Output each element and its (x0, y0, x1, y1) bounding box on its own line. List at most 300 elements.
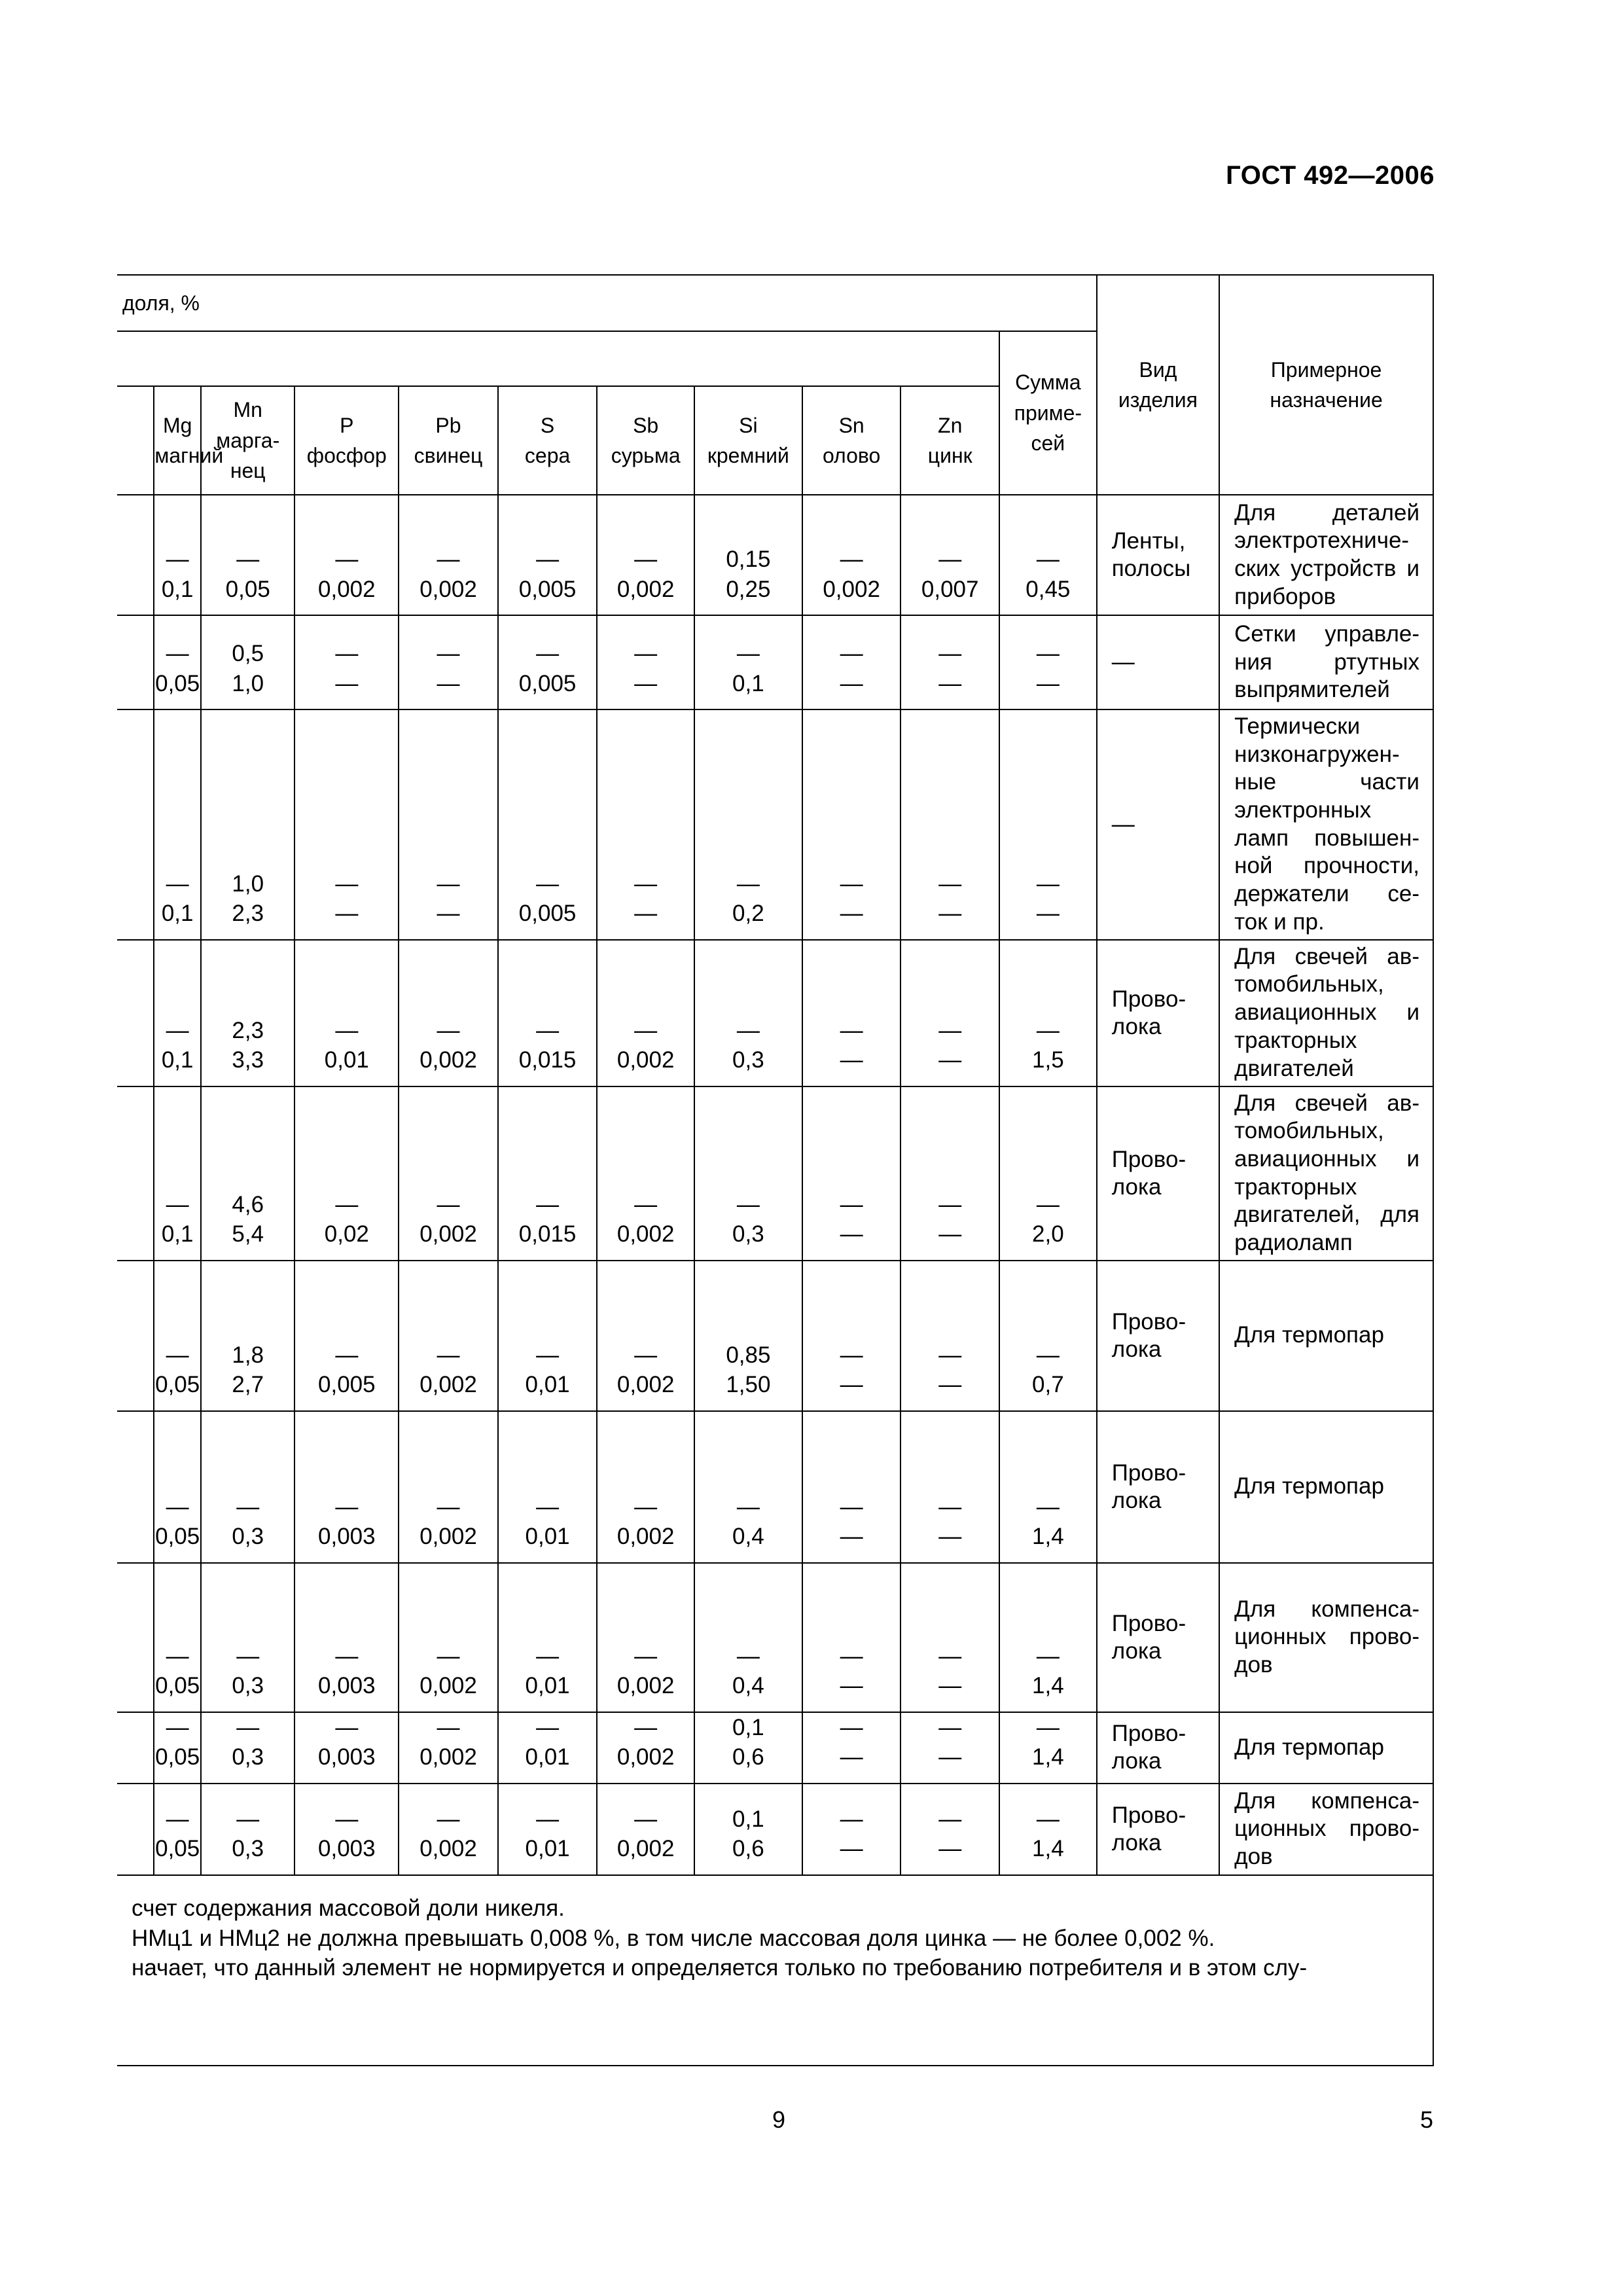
value-max: — (634, 670, 658, 696)
element-name: магний (154, 444, 224, 467)
element-header (201, 386, 294, 495)
element-header (154, 386, 224, 495)
value-cell (294, 940, 399, 1086)
value-min: — (840, 1494, 863, 1520)
value-min: — (236, 1714, 260, 1740)
value-min: — (166, 870, 189, 897)
value-min: — (437, 1494, 460, 1520)
value-cell (399, 1712, 498, 1784)
row-spacer (117, 1784, 154, 1875)
product-kind: Прово-лока (1097, 1784, 1219, 1875)
value-min: — (840, 1191, 863, 1217)
value-max: — (840, 670, 863, 696)
purpose-text: Термически низконагружен-ные части электронных ламп повышен-ной прочности, держатели се-ток и пр. (1219, 709, 1433, 940)
value-cell (498, 1784, 597, 1875)
value-max: — (840, 1836, 863, 1862)
value-max: 0,002 (419, 1673, 477, 1699)
value-max: 0,02 (324, 1221, 369, 1247)
value-min: — (437, 1643, 460, 1669)
value-max: 0,002 (419, 1221, 477, 1247)
value-min: — (335, 1017, 359, 1043)
value-cell (694, 1086, 802, 1261)
value-cell (597, 1784, 694, 1875)
element-header (399, 386, 498, 495)
element-header (597, 386, 694, 495)
value-cell (294, 615, 399, 709)
value-cell (154, 940, 201, 1086)
value-min: — (1036, 547, 1060, 572)
note-line: НМц1 и НМц2 не должна превышать 0,008 %, в том числе массовая доля цинка — не более 0,002 %. (132, 1925, 1215, 1951)
value-cell (201, 1086, 294, 1261)
value-min: — (840, 1342, 863, 1368)
value-max: — (840, 901, 863, 926)
value-max: 0,01 (324, 1047, 369, 1073)
value-max: 0,002 (823, 576, 880, 602)
value-cell (694, 615, 802, 709)
row-spacer (117, 940, 154, 1086)
value-max: 0,005 (518, 576, 577, 602)
element-name: олово (822, 444, 881, 467)
value-cell (597, 1086, 694, 1261)
value-cell (154, 1563, 201, 1712)
value-min: — (634, 1494, 658, 1520)
element-name: цинк (927, 444, 972, 467)
element-symbol: Sn (838, 413, 865, 437)
value-cell (802, 1712, 901, 1784)
row-spacer (117, 615, 154, 709)
value-min: — (1036, 1714, 1060, 1740)
value-cell (154, 615, 201, 709)
value-cell (201, 940, 294, 1086)
value-min: — (166, 547, 189, 572)
value-min: — (536, 1806, 560, 1832)
value-max: 0,01 (525, 1744, 570, 1770)
note-line: начает, что данный элемент не нормируется и определяется только по требованию потребителя и в этом слу- (132, 1955, 1308, 1981)
value-max: 1,4 (1032, 1836, 1064, 1862)
value-min: — (634, 1017, 658, 1043)
value-cell (154, 495, 201, 615)
value-cell (999, 495, 1097, 615)
value-min: — (335, 1342, 359, 1368)
table-row (117, 495, 1433, 615)
page-number-right: 5 (1419, 2106, 1433, 2133)
value-cell (399, 709, 498, 940)
value-cell (399, 1261, 498, 1411)
value-max: 0,002 (419, 576, 477, 602)
value-cell (294, 1712, 399, 1784)
value-min: — (736, 1191, 760, 1217)
element-header (294, 386, 399, 495)
value-min: — (437, 547, 460, 572)
value-cell (597, 709, 694, 940)
value-cell (498, 1411, 597, 1563)
value-max: 0,1 (161, 901, 194, 926)
value-max: 0,4 (732, 1673, 764, 1699)
value-cell (201, 615, 294, 709)
value-min: — (335, 547, 359, 572)
value-cell (802, 1784, 901, 1875)
page-number-center: 9 (772, 2106, 786, 2133)
value-cell (802, 1411, 901, 1563)
value-min: — (335, 1714, 359, 1740)
sum-header: Сумма приме-сей (999, 331, 1097, 495)
value-min: 0,1 (732, 1806, 764, 1832)
value-cell (498, 1712, 597, 1784)
value-max: 0,003 (318, 1744, 376, 1770)
element-name: сера (524, 444, 571, 467)
value-cell (154, 1712, 201, 1784)
value-max: — (938, 1836, 962, 1862)
value-max: 0,01 (525, 1673, 570, 1699)
value-max: 1,4 (1032, 1744, 1064, 1770)
purpose-text: Для свечей ав-томобильных, авиационных и тракторных двигателей, для радиоламп (1219, 1086, 1433, 1261)
value-max: 0,05 (225, 576, 270, 602)
value-max: — (938, 1221, 962, 1247)
value-max: — (840, 1744, 863, 1770)
value-min: — (166, 1017, 189, 1043)
value-min: — (634, 870, 658, 897)
value-cell (802, 1563, 901, 1712)
value-max: 2,7 (232, 1372, 264, 1398)
value-max: 0,05 (155, 1744, 200, 1770)
purpose-text: Для компенса-ционных прово-дов (1219, 1784, 1433, 1875)
table-row (117, 1563, 1433, 1712)
value-max: — (840, 1673, 863, 1699)
table-row (117, 940, 1433, 1086)
value-cell (597, 495, 694, 615)
purpose-text: Для компенса-ционных прово-дов (1219, 1563, 1433, 1712)
value-min: — (437, 641, 460, 666)
value-min: — (938, 1017, 962, 1043)
element-name: кремний (707, 444, 789, 467)
value-max: 0,6 (732, 1744, 764, 1770)
product-kind: Прово-лока (1097, 1261, 1219, 1411)
product-kind: Прово-лока (1097, 940, 1219, 1086)
value-min: — (335, 1191, 359, 1217)
table-row (117, 1712, 1433, 1784)
value-max: — (335, 901, 359, 926)
value-cell (201, 1261, 294, 1411)
value-max: 1,5 (1032, 1047, 1064, 1073)
row-spacer (117, 495, 154, 615)
value-cell (201, 1784, 294, 1875)
value-cell (154, 1784, 201, 1875)
value-cell (294, 495, 399, 615)
value-min: — (736, 1494, 760, 1520)
value-cell (294, 1563, 399, 1712)
value-cell (399, 1086, 498, 1261)
value-cell (498, 1086, 597, 1261)
value-max: 0,002 (419, 1524, 477, 1550)
value-min: — (536, 1643, 560, 1669)
value-max: 0,05 (155, 670, 200, 696)
value-max: 0,002 (419, 1372, 477, 1398)
value-min: — (938, 1494, 962, 1520)
value-min: — (634, 641, 658, 666)
value-cell (498, 709, 597, 940)
value-min: — (335, 1494, 359, 1520)
row-spacer (117, 1086, 154, 1261)
value-min: — (938, 641, 962, 666)
value-min: — (1036, 1191, 1060, 1217)
value-cell (694, 940, 802, 1086)
value-min: — (437, 1017, 460, 1043)
value-max: 1,4 (1032, 1673, 1064, 1699)
value-min: — (634, 1643, 658, 1669)
element-header (901, 386, 999, 495)
value-max: 0,002 (616, 1372, 675, 1398)
value-max: 0,25 (726, 576, 771, 602)
value-min: — (1036, 1017, 1060, 1043)
value-cell (802, 1086, 901, 1261)
value-max: 1,4 (1032, 1524, 1064, 1550)
value-max: 0,05 (155, 1372, 200, 1398)
value-cell (294, 1086, 399, 1261)
value-min: — (938, 1191, 962, 1217)
value-cell (901, 495, 999, 615)
value-cell (498, 495, 597, 615)
value-cell (597, 1563, 694, 1712)
value-cell (901, 1563, 999, 1712)
value-max: 0,01 (525, 1524, 570, 1550)
kind-header: Вид изделия (1097, 275, 1219, 495)
value-max: 0,002 (616, 1744, 675, 1770)
value-max: 0,4 (732, 1524, 764, 1550)
value-min: — (536, 1714, 560, 1740)
value-max: 0,05 (155, 1524, 200, 1550)
value-max: — (634, 901, 658, 926)
value-max: 0,1 (161, 576, 194, 602)
value-min: — (1036, 1806, 1060, 1832)
value-min: — (437, 1342, 460, 1368)
value-min: 1,0 (232, 870, 264, 897)
value-cell (498, 615, 597, 709)
value-cell (399, 495, 498, 615)
value-min: — (236, 1494, 260, 1520)
value-min: 4,6 (232, 1191, 264, 1217)
value-min: — (536, 1494, 560, 1520)
value-cell (399, 615, 498, 709)
value-max: — (840, 1524, 863, 1550)
element-name: сурьма (611, 444, 681, 467)
value-min: — (938, 1342, 962, 1368)
row-spacer (117, 1712, 154, 1784)
value-min: — (634, 547, 658, 572)
value-max: 0,007 (921, 576, 979, 602)
value-max: 0,01 (525, 1836, 570, 1862)
value-min: — (840, 641, 863, 666)
value-max: 0,7 (1032, 1372, 1064, 1398)
value-cell (597, 1411, 694, 1563)
table-row (117, 709, 1433, 940)
value-max: — (938, 670, 962, 696)
value-cell (999, 1411, 1097, 1563)
value-max: 0,6 (732, 1836, 764, 1862)
value-cell (294, 709, 399, 940)
value-min: — (634, 1191, 658, 1217)
value-cell (597, 1261, 694, 1411)
value-min: — (634, 1714, 658, 1740)
value-max: 0,002 (616, 1673, 675, 1699)
value-cell (802, 709, 901, 940)
element-header (498, 386, 597, 495)
value-cell (802, 1261, 901, 1411)
value-max: 0,002 (419, 1836, 477, 1862)
purpose-header: Примерное назначение (1219, 275, 1433, 495)
value-max: — (437, 901, 460, 926)
value-min: 0,5 (232, 641, 264, 666)
value-max: 0,015 (518, 1221, 577, 1247)
value-cell (901, 1411, 999, 1563)
value-max: 2,3 (232, 901, 264, 926)
value-min: — (938, 1643, 962, 1669)
value-max: 0,1 (161, 1221, 194, 1247)
value-cell (201, 709, 294, 940)
value-cell (999, 1086, 1097, 1261)
product-kind: Прово-лока (1097, 1712, 1219, 1784)
value-min: — (840, 1643, 863, 1669)
value-cell (999, 1712, 1097, 1784)
value-min: 0,85 (726, 1342, 771, 1368)
value-max: 0,002 (616, 576, 675, 602)
row-spacer (117, 1261, 154, 1411)
value-max: 2,0 (1032, 1221, 1064, 1247)
value-min: — (736, 1643, 760, 1669)
value-cell (597, 1712, 694, 1784)
element-symbol: Zn (938, 413, 963, 437)
value-min: — (437, 1191, 460, 1217)
value-min: — (840, 1806, 863, 1832)
value-max: — (1036, 901, 1060, 926)
element-symbol: Mn (233, 398, 262, 422)
value-max: 0,005 (518, 901, 577, 926)
value-max: 0,3 (732, 1221, 764, 1247)
value-max: — (335, 670, 359, 696)
value-max: — (1036, 670, 1060, 696)
value-cell (694, 1712, 802, 1784)
value-cell (999, 1261, 1097, 1411)
element-name: марга-нец (216, 428, 280, 483)
value-cell (901, 1086, 999, 1261)
value-max: — (437, 670, 460, 696)
value-max: 0,01 (525, 1372, 570, 1398)
value-cell (694, 1784, 802, 1875)
value-min: — (938, 870, 962, 897)
value-max: 0,3 (232, 1524, 264, 1550)
value-min: — (1036, 1494, 1060, 1520)
element-header (694, 386, 802, 495)
value-cell (999, 940, 1097, 1086)
header-spacer (117, 386, 154, 495)
value-max: — (840, 1047, 863, 1073)
value-min: — (536, 1342, 560, 1368)
value-max: 0,002 (616, 1221, 675, 1247)
value-cell (901, 1261, 999, 1411)
value-min: — (536, 641, 560, 666)
value-max: 0,005 (318, 1372, 376, 1398)
value-min: — (437, 870, 460, 897)
value-max: 0,002 (419, 1047, 477, 1073)
value-max: — (938, 1372, 962, 1398)
value-cell (694, 1261, 802, 1411)
value-cell (154, 1411, 201, 1563)
value-max: 0,002 (419, 1744, 477, 1770)
value-cell (999, 1784, 1097, 1875)
table-notes (117, 1870, 1434, 2066)
group-label: доля, % (117, 275, 1097, 331)
value-min: — (736, 1017, 760, 1043)
value-cell (498, 1563, 597, 1712)
value-min: 2,3 (232, 1017, 264, 1043)
value-cell (999, 615, 1097, 709)
value-max: — (840, 1221, 863, 1247)
value-max: — (938, 1047, 962, 1073)
value-min: — (1036, 1342, 1060, 1368)
element-name: свинец (414, 444, 483, 467)
value-min: — (1036, 870, 1060, 897)
value-max: 0,002 (616, 1524, 675, 1550)
value-min: — (938, 1714, 962, 1740)
value-cell (694, 709, 802, 940)
value-min: — (536, 870, 560, 897)
value-cell (201, 1411, 294, 1563)
value-cell (901, 940, 999, 1086)
value-cell (399, 1784, 498, 1875)
value-max: 0,05 (155, 1673, 200, 1699)
value-max: 0,015 (518, 1047, 577, 1073)
value-min: — (938, 547, 962, 572)
table-row (117, 1411, 1433, 1563)
purpose-text: Для термопар (1219, 1261, 1433, 1411)
value-min: — (437, 1806, 460, 1832)
value-min: — (335, 870, 359, 897)
product-kind: Прово-лока (1097, 1563, 1219, 1712)
value-max: 0,3 (232, 1673, 264, 1699)
value-max: 0,3 (232, 1744, 264, 1770)
value-cell (802, 615, 901, 709)
value-min: 0,1 (732, 1714, 764, 1740)
value-cell (399, 940, 498, 1086)
element-symbol: Si (739, 413, 758, 437)
value-cell (901, 1712, 999, 1784)
value-min: — (938, 1806, 962, 1832)
purpose-text: Сетки управле-ния ртутных выпрямителей (1219, 615, 1433, 709)
value-cell (399, 1411, 498, 1563)
product-kind: — (1097, 615, 1219, 709)
table-row (117, 1086, 1433, 1261)
value-max: 0,1 (161, 1047, 194, 1073)
value-max: 0,002 (616, 1047, 675, 1073)
value-cell (498, 1261, 597, 1411)
value-max: 0,003 (318, 1673, 376, 1699)
value-max: 0,3 (732, 1047, 764, 1073)
element-symbol: S (540, 413, 555, 437)
value-cell (999, 1563, 1097, 1712)
product-kind: Ленты, полосы (1097, 495, 1219, 615)
value-min: — (166, 1342, 189, 1368)
value-cell (694, 1411, 802, 1563)
value-cell (201, 1712, 294, 1784)
value-max: 0,3 (232, 1836, 264, 1862)
value-max: — (938, 1744, 962, 1770)
value-min: — (166, 641, 189, 666)
row-spacer (117, 1563, 154, 1712)
element-symbol: Pb (435, 413, 461, 437)
value-cell (201, 1563, 294, 1712)
value-min: — (736, 641, 760, 666)
value-cell (597, 615, 694, 709)
value-max: 0,003 (318, 1836, 376, 1862)
